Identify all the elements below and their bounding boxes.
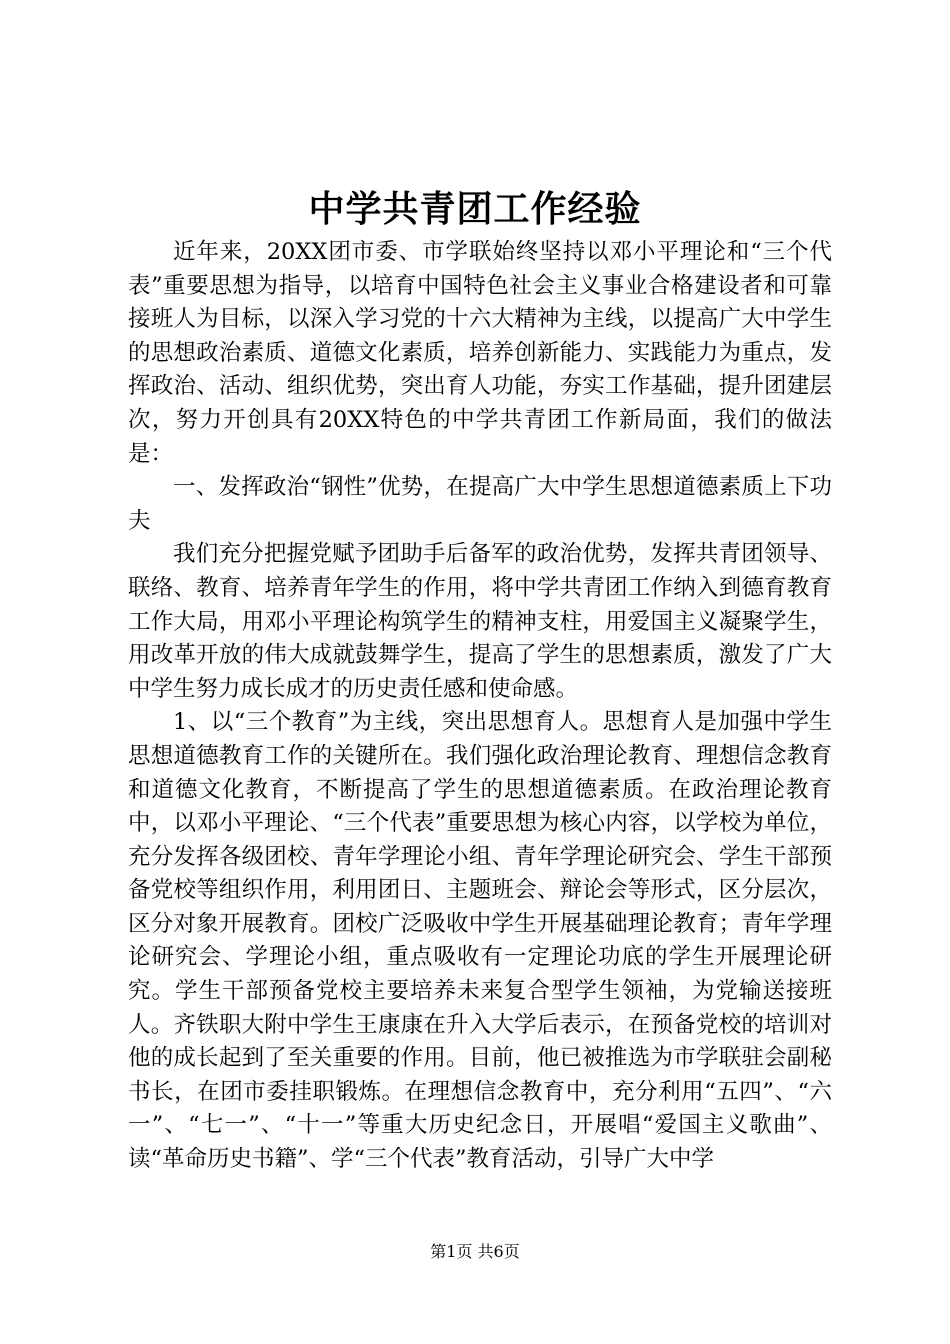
document-body [128,236,832,1177]
document-title: 中学共青团工作经验 [308,188,642,230]
paragraph-intro: 近年来，20XX团市委、市学联始终坚持以邓小平理论和“三个代表”重要思想为指导，以培育中国特色社会主义事业合格建设者和可靠接班人为目标，以深入学习党的十六大精神为主线，以提高广大中学生的思想政治素质、道德文化素质，培养创新能力、实践能力为重点，发挥政治、活动、组织优势，突出育人功能，夯实工作基础，提升团建层次，努力开创具有20XX特色的中学共青团工作新局面，我们的做法是： [128,239,832,467]
paragraph-section-1: 我们充分把握党赋予团助手后备军的政治优势，发挥共青团领导、联络、教育、培养青年学生的作用，将中学共青团工作纳入到德育教育工作大局，用邓小平理论构筑学生的精神支柱，用爱国主义凝聚学生，用改革开放的伟大成就鼓舞学生，提高了学生的思想素质，激发了广大中学生努力成长成才的历史责任感和使命感。 [128,541,832,702]
page-footer: 第1页 共6页 [430,1242,520,1261]
section-heading-1: 一、发挥政治“钢性”优势，在提高广大中学生思想道德素质上下功夫 [128,474,832,534]
paragraph-item-1: 1、以“三个教育”为主线，突出思想育人。思想育人是加强中学生思想道德教育工作的关键所在。我们强化政治理论教育、理想信念教育和道德文化教育，不断提高了学生的思想道德素质。在政治理论教育中，以邓小平理论、“三个代表”重要思想为核心内容，以学校为单位，充分发挥各级团校、青年学理论小组、青年学理论研究会、学生干部预备党校等组织作用，利用团日、主题班会、辩论会等形式，区分层次，区分对象开展教育。团校广泛吸收中学生开展基础理论教育；青年学理论研究会、学理论小组，重点吸收有一定理论功底的学生开展理论研究。学生干部预备党校主要培养未来复合型学生领袖，为党输送接班人。齐铁职大附中学生王康康在升入大学后表示，在预备党校的培训对他的成长起到了至关重要的作用。目前，他已被推选为市学联驻会副秘书长，在团市委挂职锻炼。在理想信念教育中，充分利用“五四”、“六一”、“七一”、“十一”等重大历史纪念日，开展唱“爱国主义歌曲”、读“革命历史书籍”、学“三个代表”教育活动，引导广大中学 [128,709,832,1173]
